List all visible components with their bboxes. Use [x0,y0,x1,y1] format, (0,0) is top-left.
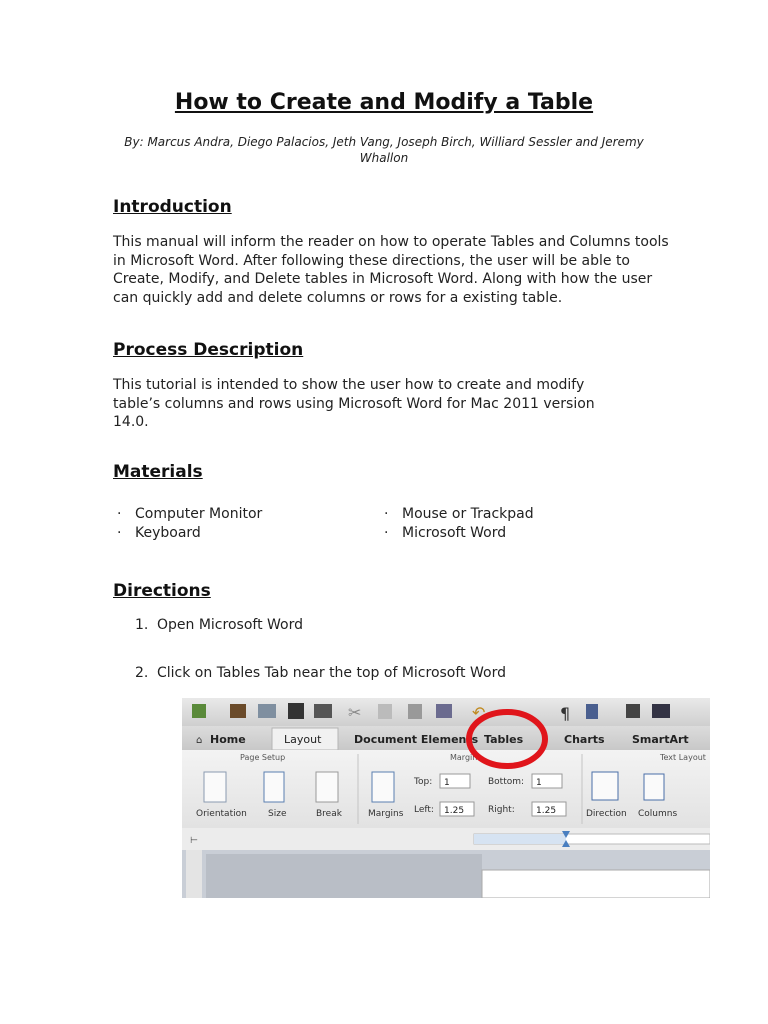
tab-stop-icon[interactable]: ⊢ [190,836,198,846]
process-heading: Process Description [113,340,304,360]
direction-step-2 [135,665,506,681]
material-label: Microsoft Word [402,524,507,541]
material-label: Keyboard [135,524,201,541]
word-ribbon-screenshot [182,698,710,898]
right-margin-label: Right: [488,805,515,815]
paste-icon[interactable] [408,704,422,719]
orientation-icon[interactable] [204,772,226,802]
template-icon[interactable] [230,704,246,718]
left-margin-value: 1.25 [444,806,465,816]
tab-smartart[interactable]: SmartArt [632,733,689,746]
document-title: How to Create and Modify a Table [174,90,594,115]
list-item [113,524,262,543]
bullet: · [117,524,122,541]
group-label-margins: Margins [450,753,482,762]
list-item [380,524,534,543]
bottom-margin-value: 1 [536,778,542,788]
tab-layout[interactable]: Layout [284,733,322,746]
right-margin-value: 1.25 [536,806,557,816]
open-icon[interactable] [258,704,276,718]
bullet: · [384,506,389,522]
left-margin-label: Left: [414,805,434,815]
introduction-body: This manual will inform the reader on how to operate Tables and Columns tools in Microsoft Word. After following these directions, the user will be able to Create, Modify, and Delete tables in Microsoft Word. Along with how the user can quickly add and delete columns or rows for a existing table. [113,234,669,306]
tab-tables[interactable]: Tables [484,733,524,746]
top-margin-label: Top: [414,777,433,787]
material-label: Computer Monitor [135,506,263,522]
step-number: 2. [135,665,149,681]
material-label: Mouse or Trackpad [402,506,534,522]
bullet: · [384,524,389,541]
pilcrow-icon[interactable]: ¶ [560,704,571,723]
break-icon[interactable] [316,772,338,802]
tab-home[interactable]: Home [210,733,246,746]
tab-charts[interactable]: Charts [564,733,605,746]
step-text: Click on Tables Tab near the top of Microsoft Word [157,665,506,681]
undo-icon[interactable]: ↶ [472,703,486,722]
print-icon[interactable] [314,704,332,718]
authors-line: By: Marcus Andra, Diego Palacios, Jeth Vang, Joseph Birch, Williard Sessler and Jeremy Whallon [124,135,644,165]
orientation-label: Orientation [196,809,247,819]
materials-list-left [113,505,262,542]
step-number: 1. [135,617,149,633]
media-icon[interactable] [652,704,670,718]
view-icon[interactable] [626,704,640,718]
format-painter-icon[interactable] [436,704,452,718]
margins-label: Margins [368,809,404,819]
direction-label: Direction [586,809,627,819]
columns-label: Columns [638,809,678,819]
tab-document-elements[interactable]: Document Elements [354,733,479,746]
group-label-text-layout: Text Layout [660,753,706,762]
sidebar-icon[interactable] [586,704,598,719]
list-item [113,505,262,524]
top-margin-value: 1 [444,778,450,788]
page-gutter [206,854,482,898]
materials-list-right [380,505,534,542]
group-label-page-setup: Page Setup [240,753,286,762]
margins-icon[interactable] [372,772,394,802]
copy-icon[interactable] [378,704,392,719]
columns-icon[interactable] [644,774,664,800]
cut-icon[interactable]: ✂ [348,703,362,722]
bullet: · [117,506,122,522]
size-icon[interactable] [264,772,284,802]
process-body: This tutorial is intended to show the user how to create and modify table’s columns and rows using Microsoft Word for Mac 2011 version 14.0. [113,377,595,430]
bottom-margin-label: Bottom: [488,777,525,787]
introduction-heading: Introduction [113,197,232,217]
new-document-icon[interactable] [192,704,206,718]
directions-heading: Directions [113,581,211,601]
save-icon[interactable] [288,703,304,719]
step-text: Open Microsoft Word [157,617,303,633]
break-label: Break [316,809,342,819]
direction-step-1 [135,617,303,633]
size-label: Size [268,809,287,819]
direction-icon[interactable] [592,772,618,800]
page-preview [482,870,710,898]
ruler-margin-shade [474,834,566,844]
home-icon: ⌂ [196,735,203,746]
materials-heading: Materials [113,462,203,482]
list-item [380,505,534,524]
vertical-ruler [186,850,202,898]
